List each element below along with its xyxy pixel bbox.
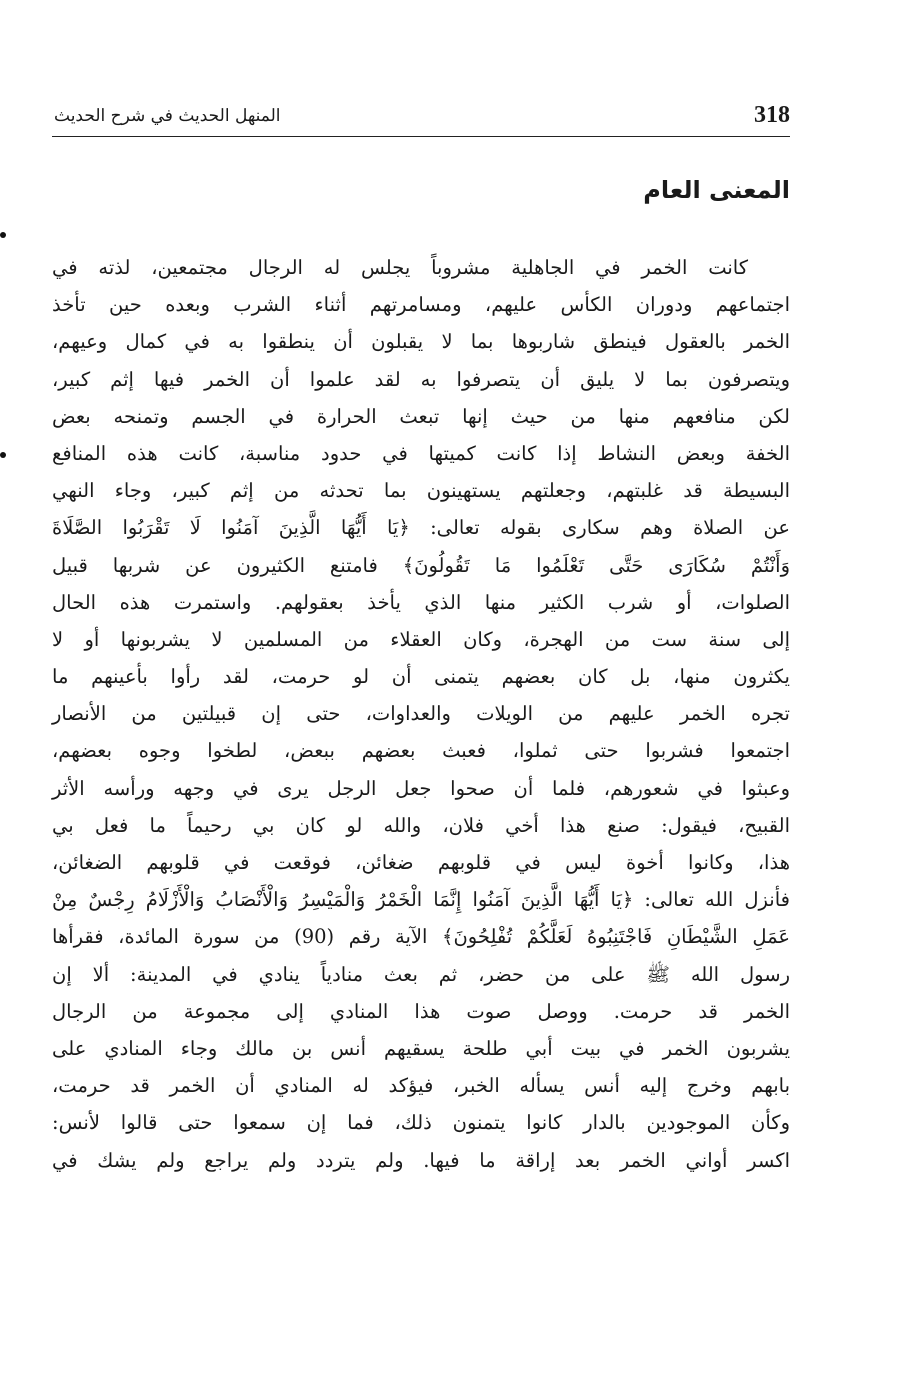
- section-heading: المعنى العام: [643, 176, 790, 204]
- text-line: الخمر بالعقول فينطق شاربوها بما لا يقبلون أن ينطقوا به في كمال وعيهم،: [52, 330, 790, 354]
- text-line: كانت الخمر في الجاهلية مشروباً يجلس له الرجال مجتمعين، لذته في: [52, 256, 748, 279]
- text-line: الخفة وبعض النشاط إذا كانت كميتها في حدود مناسبة، كانت هذه المنافع: [52, 441, 790, 465]
- text-line: يكثرون منها، بل كان بعضهم يتمنى أن لو حرمت، لقد رأوا بأعينهم ما: [52, 665, 790, 689]
- text-line: رسول الله ﷺ على من حضر، ثم بعث منادياً ينادي في المدينة: ألا إن: [52, 962, 790, 986]
- text-line: هذا، وكانوا أخوة ليس في قلوبهم ضغائن، فوقعت في قلوبهم الضغائن،: [52, 851, 790, 874]
- text-line: إلى سنة ست من الهجرة، وكان العقلاء من المسلمين لا يشربونها أو لا: [52, 627, 790, 651]
- text-line: وكأن الموجودين بالدار كانوا يتمنون ذلك، فما إن سمعوا حتى قالوا لأنس:: [52, 1111, 790, 1135]
- text-line: عن الصلاة وهم سكارى بقوله تعالى: ﴿يَا أَيُّهَا الَّذِينَ آمَنُوا لَا تَقْرَبُوا الصَّلَاةَ: [52, 516, 790, 540]
- running-title: المنهل الحديث في شرح الحديث: [54, 106, 281, 126]
- text-line: لكن منافعهم منها من حيث إنها تبعث الحرارة في الجسم وتمنحه بعض: [52, 404, 790, 428]
- text-line: البسيطة قد غلبتهم، وجعلتهم يستهينون بما تحدثه من إثم كبير، وجاء النهي: [52, 479, 790, 503]
- text-line: فأنزل الله تعالى: ﴿يَا أَيُّهَا الَّذِينَ آمَنُوا إِنَّمَا الْخَمْرُ وَالْمَيْسِرُ وَالْأَنْصَابُ وَالْأَزْلَامُ رِجْسٌ مِنْ: [52, 888, 790, 912]
- text-line: ويتصرفون بما لا يليق أن يتصرفوا به لقد علموا أن الخمر فيها إثم كبير،: [52, 367, 790, 391]
- text-line: اكسر أواني الخمر بعد إراقة ما فيها. ولم يتردد ولم يراجع ولم يشك في: [52, 1148, 790, 1172]
- page-header: [52, 100, 790, 137]
- body-paragraph: [52, 249, 790, 1179]
- text-line: القبيح، فيقول: صنع هذا أخي فلان، والله لو كان بي رحيماً ما فعل بي: [52, 813, 790, 837]
- text-line: وَأَنْتُمْ سُكَارَى حَتَّى تَعْلَمُوا مَا تَقُولُونَ﴾ فامتنع الكثيرون عن شربها قبيل: [52, 553, 790, 577]
- text-line: تجره الخمر عليهم من الويلات والعداوات، حتى إن قبيلتين من الأنصار: [52, 702, 790, 726]
- scan-edge-mark: [0, 232, 6, 238]
- page-number: 318: [754, 102, 790, 128]
- text-line: يشربون الخمر في بيت أبي طلحة يسقيهم أنس بن مالك وجاء المنادي على: [52, 1036, 790, 1060]
- text-line: بابهم وخرج إليه أنس يسأله الخبر، فيؤكد له المنادي أن الخمر قد حرمت،: [52, 1074, 790, 1098]
- text-line: وعبثوا في شعورهم، فلما أن صحوا جعل الرجل يرى في وجهه ورأسه الأثر: [52, 776, 790, 800]
- text-line: عَمَلِ الشَّيْطَانِ فَاجْتَنِبُوهُ لَعَلَّكُمْ تُفْلِحُونَ﴾ الآية رقم (90) من سورة المائدة، فقرأها: [52, 925, 790, 949]
- text-line: اجتمعوا فشربوا حتى ثملوا، فعبث بعضهم ببعض، لطخوا وجوه بعضهم،: [52, 739, 790, 763]
- text-line: الصلوات، أو شرب الكثير منها الذي يأخذ بعقولهم. واستمرت هذه الحال: [52, 590, 790, 614]
- text-line: اجتماعهم ودوران الكأس عليهم، ومسامرتهم أثناء الشرب وبعده حين تأخذ: [52, 293, 790, 317]
- text-line: الخمر قد حرمت. ووصل صوت هذا المنادي إلى مجموعة من الرجال: [52, 999, 790, 1023]
- scan-edge-mark: [0, 452, 6, 458]
